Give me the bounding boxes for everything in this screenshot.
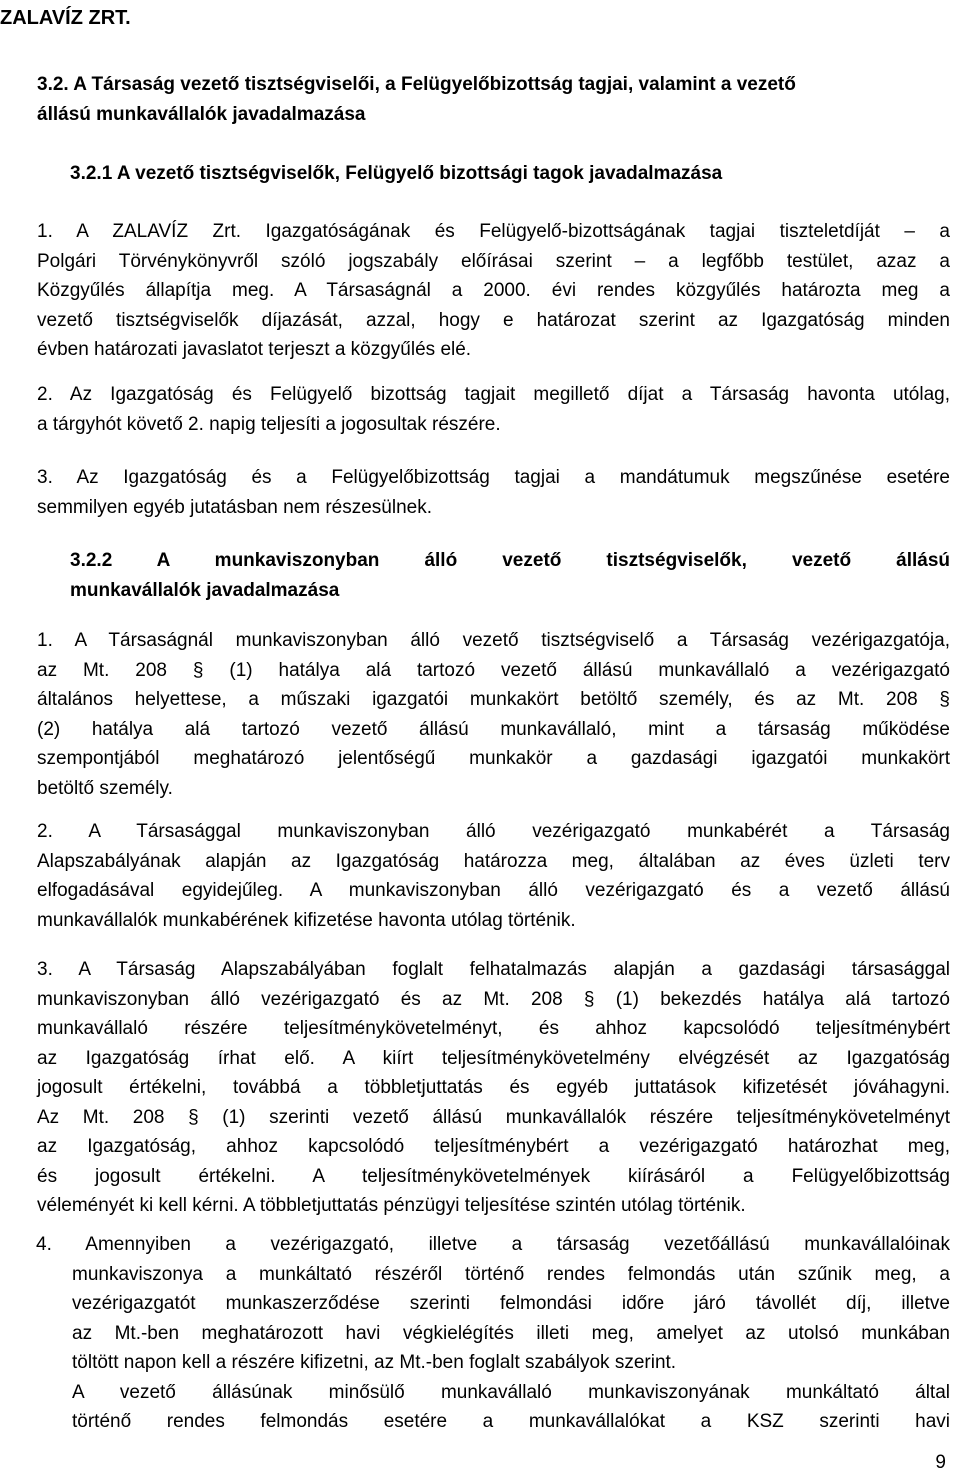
section-3-2-1-title: 3.2.1 A vezető tisztségviselők, Felügyelő bizottsági tagok javadalmazása xyxy=(70,163,723,184)
section-3-2-2-title: 3.2.2 A munkaviszonyban álló vezető tisztségviselők, vezető állású munkavállalók javadalmazása xyxy=(70,550,950,601)
section-3-2-title-line: állású munkavállalók javadalmazása xyxy=(37,103,366,125)
paragraph-3-2-1-3: 3. Az Igazgatóság és a Felügyelőbizottság tagjai a mandátumuk megszűnése esetére semmilyen egyéb jutatásban nem részesülnek. xyxy=(37,467,950,518)
page-number: 9 xyxy=(935,1452,946,1473)
paragraph-3-2-1-2: 2. Az Igazgatóság és Felügyelő bizottság tagjait megillető díjat a Társaság havonta utólag, a tárgyhót követő 2. napig teljesíti a jogosultak részére. xyxy=(37,384,950,435)
paragraph-3-2-2-2: 2. A Társasággal munkaviszonyban álló vezérigazgató munkabérét a Társaság Alapszabályának alapján az Igazgatóság határozza meg, általában az éves üzleti terv elfogadásával egyidejűleg. A munkaviszonyban álló vezérigazgató és a vezető állású munkavállalók munkabérének kifizetése havonta utólag történik. xyxy=(37,821,950,931)
section-3-2-title-line: 3.2. A Társaság vezető tisztségviselői, a Felügyelőbizottság tagjai, valamint a vezető xyxy=(37,74,796,95)
paragraph-3-2-2-1: 1. A Társaságnál munkaviszonyban álló vezető tisztségviselő a Társaság vezérigazgatója, az Mt. 208 § (1) hatálya alá tartozó vezető állású munkavállaló a vezérigazgató általános helyettese, a műszaki igazgatói munkakört betöltő személy, és az Mt. 208 § (2) hatálya alá tartozó vezető állású munkavállaló, mint a társaság működése szempontjából meghatározó jelentőségű munkakör a gazdasági igazgatói munkakört betöltő személy. xyxy=(37,630,950,799)
section-3-2-title xyxy=(37,70,952,129)
paragraph-3-2-2-3: 3. A Társaság Alapszabályában foglalt felhatalmazás alapján a gazdasági társasággal munkaviszonyban álló vezérigazgató és az Mt. 208 § (1) bekezdés hatálya alá tartozó munkavállaló részére teljesítménykövetelményt, és ahhoz kapcsolódó teljesítménybért az Igazgatóság írhat elő. A kiírt teljesítménykövetelmény elvégzését az Igazgatóság jogosult értékelni, továbbá a többletjuttatás és egyéb juttatások kifizetését jóváhagyni. Az Mt. 208 § (1) szerinti vezető állású munkavállalók részére teljesítménykövetelményt az Igazgatóság, ahhoz kapcsolódó teljesítménybért a vezérigazgató határozhat meg, és jogosult értékelni. A teljesítménykövetelmények kiírásáról a Felügyelőbizottság véleményét ki kell kérni. A többletjuttatás pénzügyi teljesítése szintén utólag történik. xyxy=(37,959,950,1216)
company-header: ZALAVÍZ ZRT. xyxy=(0,7,131,29)
paragraph-3-2-2-4: 4. Amennyiben a vezérigazgató, illetve a társaság vezetőállású munkavállalóinak munkaviszonya a munkáltató részéről történő rendes felmondás után szűnik meg, a vezérigazgatót munkaszerződése szerinti felmondási időre járó távollét díj, illetve az Mt.-ben meghatározott havi végkielégítés illeti meg, amelyet az utolsó munkában töltött napon kell a részére kifizetni, az Mt.-ben foglalt szabályok szerint. A vezető állásúnak minősülő munkavállaló munkaviszonyának munkáltató által történő rendes felmondás esetére a munkavállalókat a KSZ szerinti havi xyxy=(36,1234,950,1432)
paragraph-3-2-1-1: 1. A ZALAVÍZ Zrt. Igazgatóságának és Felügyelő-bizottságának tagjai tiszteletdíját – a Polgári Törvénykönyvről szóló jogszabály előírásai szerint – a legfőbb testület, azaz a Közgyűlés állapítja meg. A Társaságnál a 2000. évi rendes közgyűlés határozta meg a vezető tisztségviselők díjazását, azzal, hogy e határozat szerint az Igazgatóság minden évben határozati javaslatot terjeszt a közgyűlés elé. xyxy=(37,221,950,360)
